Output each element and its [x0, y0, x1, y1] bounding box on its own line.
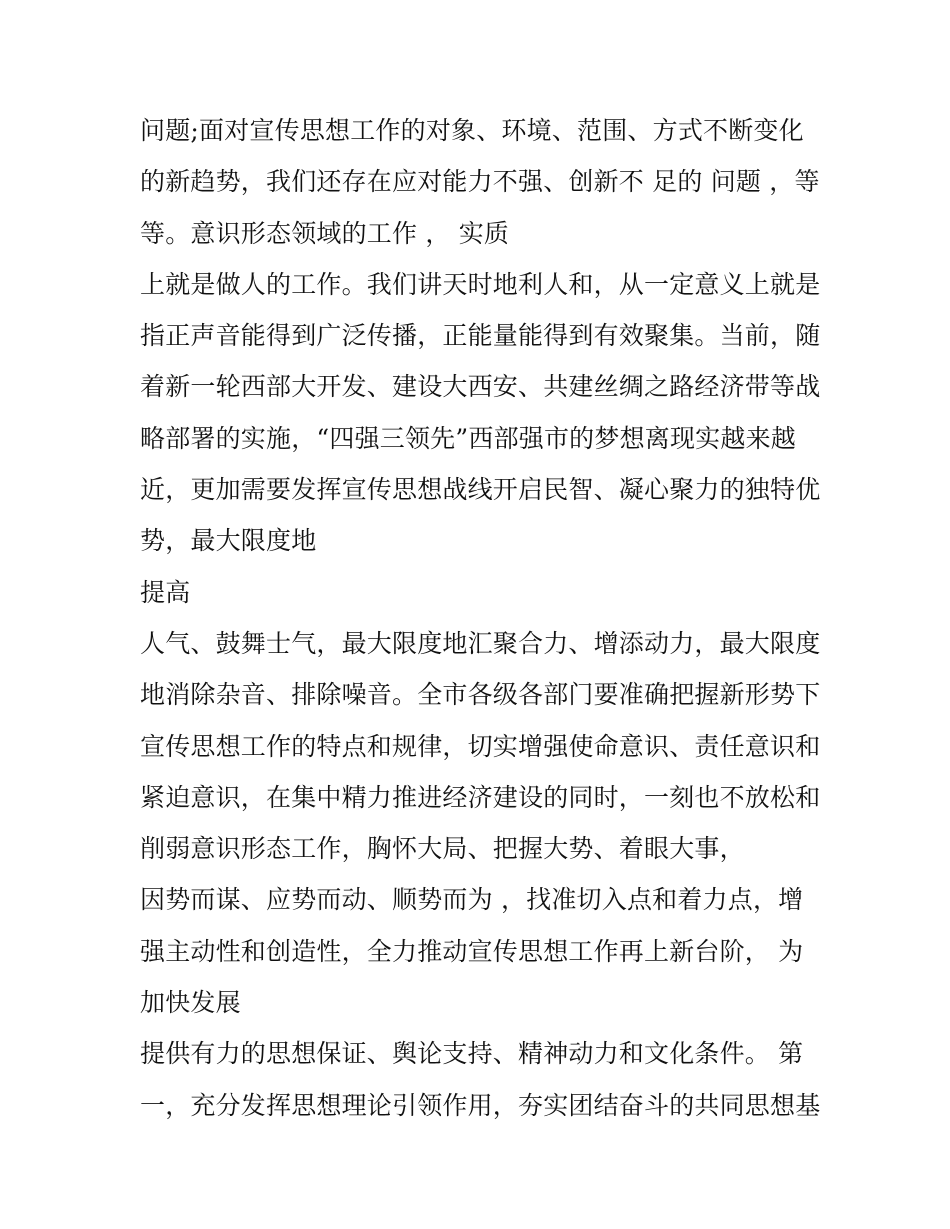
text-line: 略部署的实施，“四强三领先”西部强市的梦想离现实越来越: [140, 423, 796, 453]
text-line: 因势而谋、应势而动、顺势而为 ，找准切入点和着力点，增: [140, 885, 804, 915]
text-line: 地消除杂音、排除噪音。全市各级各部门要准确把握新形势下: [140, 680, 821, 710]
text-line: 削弱意识形态工作，胸怀大局、把握大势、着眼大事，: [140, 834, 745, 864]
text-line: 提高: [140, 577, 191, 607]
text-line: 问题;面对宣传思想工作的对象、环境、范围、方式不断变化: [140, 116, 804, 145]
text-line: 上就是做人的工作。我们讲天时地利人和，从一定意义上就是: [140, 269, 821, 299]
text-line: 强主动性和创造性，全力推动宣传思想工作再上新台阶， 为: [140, 936, 804, 966]
text-line: 宣传思想工作的特点和规律，切实增强使命意识、责任意识和: [140, 731, 821, 761]
text-line: 加快发展: [140, 988, 241, 1018]
text-line: 人气、鼓舞士气，最大限度地汇聚合力、增添动力，最大限度: [140, 628, 821, 658]
text-line: 近，更加需要发挥宣传思想战线开启民智、凝心聚力的独特优: [140, 475, 821, 505]
text-line: 一，充分发挥思想理论引领作用，夯实团结奋斗的共同思想基: [140, 1090, 821, 1120]
body-text: [140, 105, 820, 1131]
text-line: 紧迫意识，在集中精力推进经济建设的同时，一刻也不放松和: [140, 782, 821, 812]
text-line: 势，最大限度地: [140, 526, 317, 556]
text-line: 的新趋势，我们还存在应对能力不强、创新不 足的 问题 ，等: [140, 167, 820, 197]
text-line: 着新一轮西部大开发、建设大西安、共建丝绸之路经济带等战: [140, 372, 821, 402]
text-line: 提供有力的思想保证、舆论支持、精神动力和文化条件。 第: [140, 1039, 804, 1069]
text-line: 指正声音能得到广泛传播，正能量能得到有效聚集。当前，随: [140, 321, 821, 351]
text-line: 等。意识形态领域的工作 ， 实质: [140, 218, 510, 248]
